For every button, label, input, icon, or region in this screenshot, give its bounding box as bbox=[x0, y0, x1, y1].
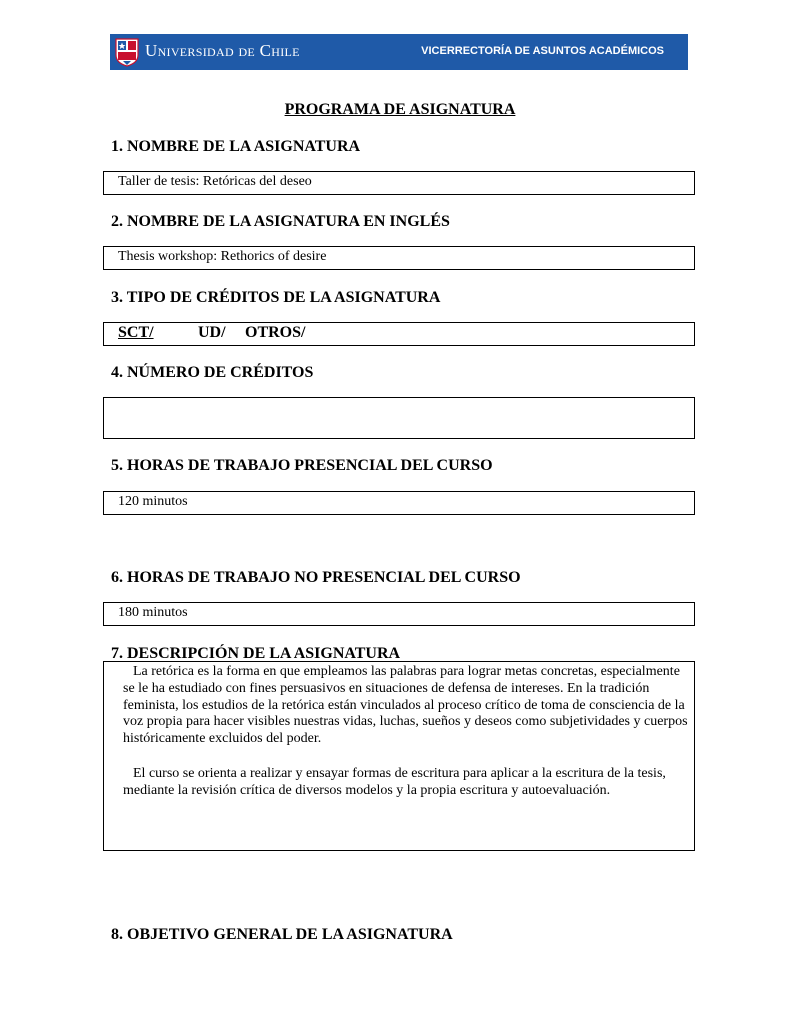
section-6-heading: 6. HORAS DE TRABAJO NO PRESENCIAL DEL CURSO bbox=[111, 569, 521, 586]
section-8-heading: 8. OBJETIVO GENERAL DE LA ASIGNATURA bbox=[111, 926, 453, 943]
description-paragraph-1: La retórica es la forma en que empleamos las palabras para lograr metas concretas, especialmente se le ha estudiado con fines persuasivos en situaciones de defensa de intereses. En la tradición feminista, los estudios de la retórica están vinculados al proceso crítico de toma de consciencia de la voz propia para hacer visibles nuestras vidas, luchas, sueños y deseos como subjetividades y cuerpos históricamente excluidos del poder. bbox=[123, 664, 688, 747]
header-banner bbox=[110, 34, 688, 70]
in-person-hours-value: 120 minutos bbox=[118, 494, 188, 509]
credit-type-options bbox=[118, 324, 306, 342]
section-2-heading: 2. NOMBRE DE LA ASIGNATURA EN INGLÉS bbox=[111, 213, 450, 230]
remote-hours-field bbox=[103, 602, 695, 626]
university-name: Universidad de Chile bbox=[145, 41, 300, 60]
course-name-value: Taller de tesis: Retóricas del deseo bbox=[118, 174, 312, 189]
section-7-heading: 7. DESCRIPCIÓN DE LA ASIGNATURA bbox=[111, 645, 401, 662]
section-5-heading: 5. HORAS DE TRABAJO PRESENCIAL DEL CURSO bbox=[111, 457, 493, 474]
page-title: PROGRAMA DE ASIGNATURA bbox=[284, 101, 516, 118]
vice-rectory-label: VICERRECTORÍA DE ASUNTOS ACADÉMICOS bbox=[421, 45, 664, 57]
course-name-english-field bbox=[103, 246, 695, 270]
course-name-english-value: Thesis workshop: Rethorics of desire bbox=[118, 249, 327, 264]
credit-type-field bbox=[103, 322, 695, 346]
remote-hours-value: 180 minutos bbox=[118, 605, 188, 620]
in-person-hours-field bbox=[103, 491, 695, 515]
credit-type-sct: SCT/ bbox=[118, 324, 154, 341]
section-3-heading: 3. TIPO DE CRÉDITOS DE LA ASIGNATURA bbox=[111, 289, 441, 306]
section-4-heading: 4. NÚMERO DE CRÉDITOS bbox=[111, 364, 314, 381]
description-field bbox=[103, 661, 695, 851]
credit-number-field bbox=[103, 397, 695, 439]
section-1-heading: 1. NOMBRE DE LA ASIGNATURA bbox=[111, 138, 361, 155]
description-paragraph-2: El curso se orienta a realizar y ensayar formas de escritura para aplicar a la escritura de la tesis, mediante la revisión crítica de diversos modelos y la propia escritura y autoevaluación. bbox=[123, 766, 666, 798]
university-crest-icon bbox=[114, 37, 140, 67]
course-name-field bbox=[103, 171, 695, 195]
credit-type-ud: UD/ bbox=[198, 324, 226, 341]
credit-type-otros: OTROS/ bbox=[245, 324, 306, 341]
